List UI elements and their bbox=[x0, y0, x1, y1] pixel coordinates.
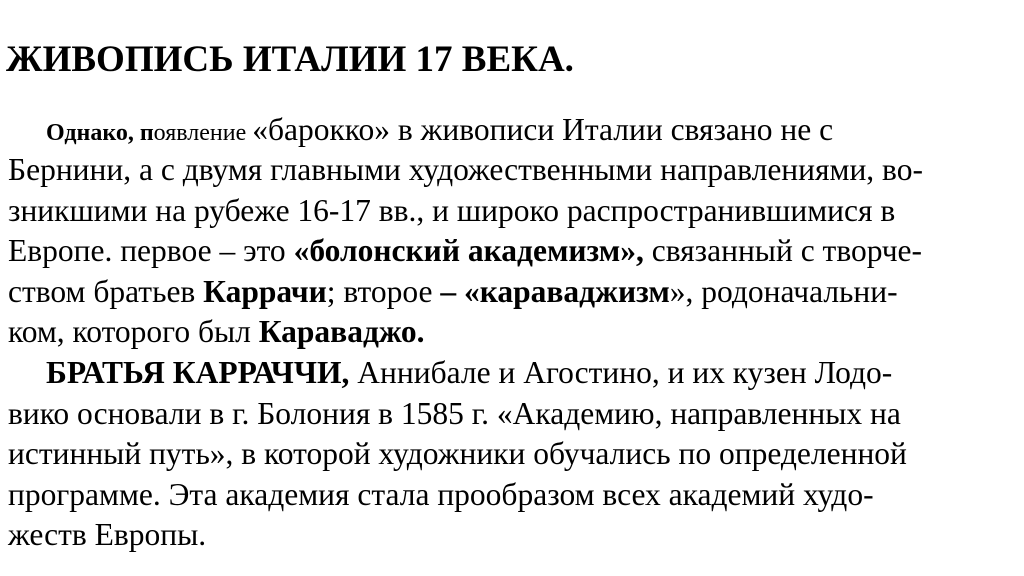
text-run: «барокко» в живописи Италии связано не с bbox=[252, 112, 834, 147]
text-run: жеств Европы. bbox=[8, 517, 207, 552]
text-line bbox=[8, 515, 206, 555]
text-run-bold: Однако, п bbox=[46, 120, 154, 146]
text-run: ; второе bbox=[326, 274, 441, 309]
text-run: », родоначальни- bbox=[669, 274, 898, 309]
text-line bbox=[8, 272, 898, 312]
text-line bbox=[46, 110, 833, 153]
text-run: программе. Эта академия стала прообразом всех академий худо- bbox=[8, 477, 874, 512]
text-run: связанный с творче- bbox=[643, 233, 923, 268]
text-run: истинный путь», в которой художники обучались по определенной bbox=[8, 436, 907, 471]
text-run: вико основали в г. Болония в 1585 г. «Академию, направленных на bbox=[8, 396, 901, 431]
text-line bbox=[8, 394, 901, 434]
text-run: ством братьев bbox=[8, 274, 204, 309]
text-run: ком, которого был bbox=[8, 314, 259, 349]
text-line bbox=[8, 231, 922, 271]
text-run-bold: БРАТЬЯ КАРРАЧЧИ, bbox=[46, 355, 350, 390]
text-run: зникшими на рубеже 16-17 вв., и широко распространившимися в bbox=[8, 193, 896, 228]
text-line bbox=[46, 353, 892, 393]
text-line bbox=[8, 191, 895, 231]
text-run-bold: Караваджо. bbox=[258, 314, 425, 349]
text-line bbox=[8, 434, 907, 474]
text-run-bold: Каррачи bbox=[203, 274, 327, 309]
text-run: Бернини, а с двумя главными художественными направлениями, во- bbox=[8, 152, 923, 187]
text-run-bold: «болонский академизм», bbox=[293, 233, 644, 268]
text-line bbox=[8, 475, 874, 515]
text-line bbox=[8, 312, 425, 352]
text-run-bold: – «караваджизм bbox=[440, 274, 670, 309]
text-run: Аннибале и Агостино, и их кузен Лодо- bbox=[349, 355, 893, 390]
text-run: Европе. первое – это bbox=[8, 233, 294, 268]
text-line bbox=[8, 150, 923, 190]
page-title: ЖИВОПИСЬ ИТАЛИИ 17 ВЕКА. bbox=[6, 39, 574, 80]
text-run: оявление bbox=[153, 120, 253, 146]
